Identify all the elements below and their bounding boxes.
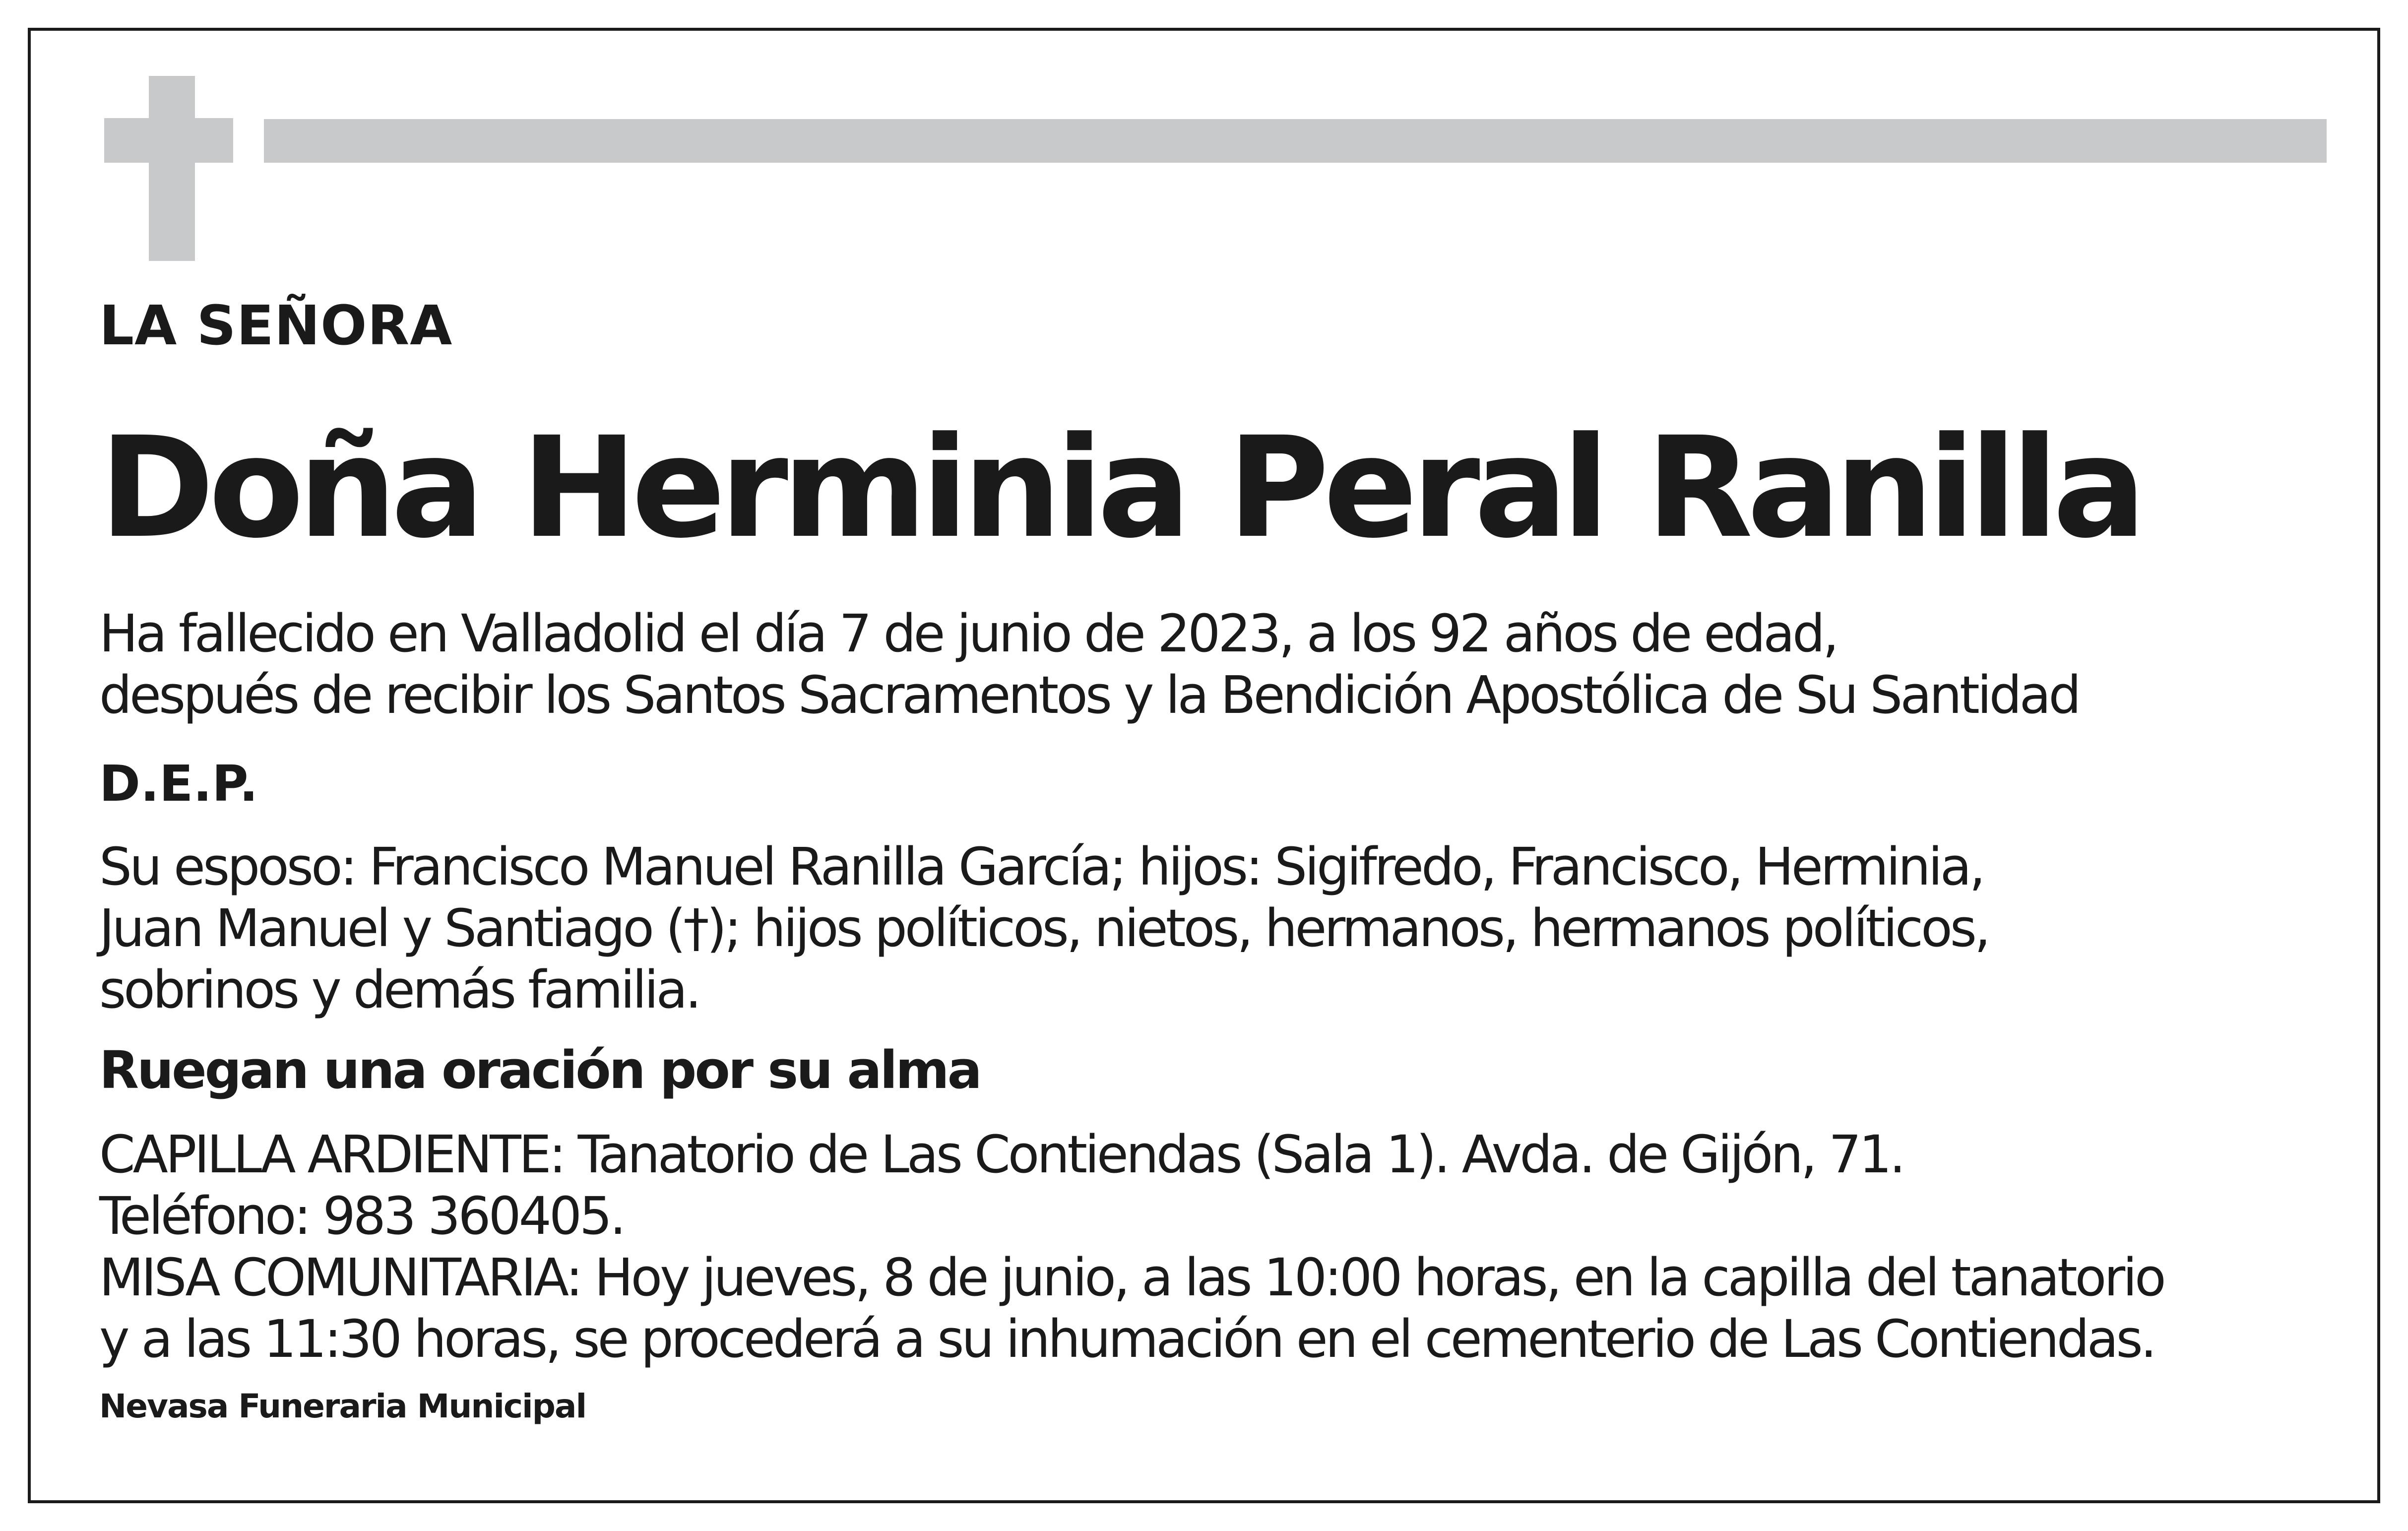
death-announcement-line: Ha fallecido en Valladolid el día 7 de junio de 2023, a los 92 años de edad, xyxy=(99,603,1837,664)
death-announcement-line: después de recibir los Santos Sacramentos y la Bendición Apostólica de Su Santidad xyxy=(99,665,2079,725)
deceased-name: Doña Herminia Peral Ranilla xyxy=(99,407,2141,569)
family-list-line: sobrinos y demás familia. xyxy=(99,959,699,1020)
service-details-line: Teléfono: 983 360405. xyxy=(99,1186,624,1246)
service-details-line: y a las 11:30 horas, se procederá a su inhumación en el cementerio de Las Contiendas. xyxy=(99,1309,2155,1369)
family-list-line: Juan Manuel y Santiago (†); hijos políticos, nietos, hermanos, hermanos políticos, xyxy=(99,898,1988,958)
service-details-line: MISA COMUNITARIA: Hoy jueves, 8 de junio, a las 10:00 horas, en la capilla del tanatorio xyxy=(99,1247,2164,1308)
cross-horizontal-beam xyxy=(104,118,233,163)
honorific: LA SEÑORA xyxy=(99,294,453,357)
funeral-home-name: Nevasa Funeraria Municipal xyxy=(99,1387,586,1425)
family-list xyxy=(99,836,1988,1021)
cross-vertical-beam xyxy=(149,76,195,261)
prayer-request: Ruegan una oración por su alma xyxy=(99,1040,980,1100)
service-details xyxy=(99,1124,2164,1370)
death-announcement xyxy=(99,603,2079,726)
family-list-line: Su esposo: Francisco Manuel Ranilla García; hijos: Sigifredo, Francisco, Herminia, xyxy=(99,836,1983,897)
service-details-line: CAPILLA ARDIENTE: Tanatorio de Las Contiendas (Sala 1). Avda. de Gijón, 71. xyxy=(99,1124,1903,1185)
header-rule xyxy=(264,119,2327,163)
dep-abbreviation: D.E.P. xyxy=(99,755,258,813)
